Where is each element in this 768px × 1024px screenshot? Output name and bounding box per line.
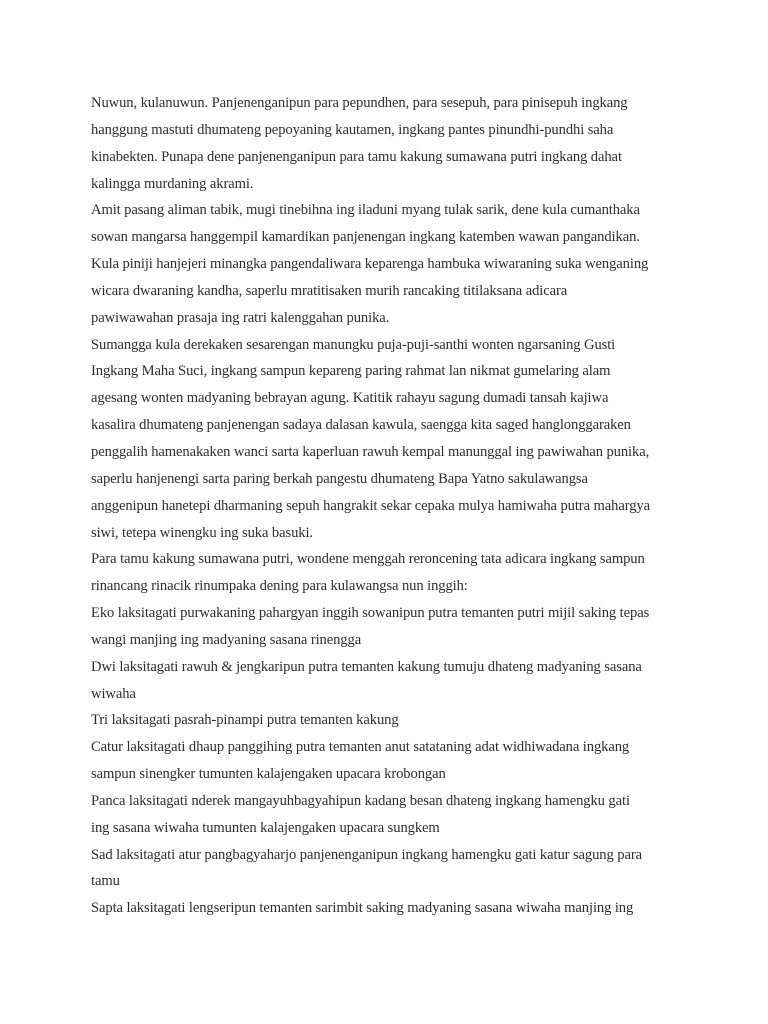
text-line: sampun sinengker tumunten kalajengaken upacara krobongan <box>91 766 446 783</box>
text-line: wicara dwaraning kandha, saperlu mratitisaken murih rancaking titilaksana adicara <box>91 282 568 299</box>
text-line: ing sasana wiwaha tumunten kalajengaken upacara sungkem <box>91 819 440 836</box>
text-line: penggalih hamenakaken wanci sarta kaperluan rawuh kempal manunggal ing pawiwahan punika, <box>91 443 650 460</box>
text-line: Dwi laksitagati rawuh & jengkaripun putra temanten kakung tumuju dhateng madyaning sasana <box>91 658 642 675</box>
text-line: sowan mangarsa hanggempil kamardikan panjenengan ingkang katemben wawan pangandikan. <box>91 229 640 246</box>
text-line: wangi manjing ing madyaning sasana rinengga <box>91 631 362 648</box>
text-line: Sumangga kula derekaken sesarengan manungku puja-puji-santhi wonten ngarsaning Gusti <box>91 336 616 353</box>
text-line: pawiwawahan prasaja ing ratri kalenggahan punika. <box>91 309 390 326</box>
text-line: Tri laksitagati pasrah-pinampi putra temanten kakung <box>91 712 399 729</box>
text-line: agesang wonten madyaning bebrayan agung. Katitik rahayu sagung dumadi tansah kajiwa <box>91 390 609 407</box>
text-line: Sad laksitagati atur pangbagyaharjo panjenenganipun ingkang hamengku gati katur sagung para <box>91 846 642 863</box>
text-line: saperlu hanjenengi sarta paring berkah pangestu dhumateng Bapa Yatno sakulawangsa <box>91 470 588 487</box>
text-line: tamu <box>91 873 120 890</box>
text-line: Kula piniji hanjejeri minangka pangendaliwara keparenga hambuka wiwaraning suka wenganing <box>91 256 649 273</box>
text-line: rinancang rinacik rinumpaka dening para kulawangsa nun inggih: <box>91 578 468 595</box>
text-line: Eko laksitagati purwakaning pahargyan inggih sowanipun putra temanten putri mijil saking tepas <box>91 605 650 622</box>
document-body <box>91 90 691 922</box>
text-line: Catur laksitagati dhaup panggihing putra temanten anut satataning adat widhiwadana ingkang <box>91 739 630 756</box>
text-line: wiwaha <box>91 685 136 702</box>
text-line: Panca laksitagati nderek mangayuhbagyahipun kadang besan dhateng ingkang hamengku gati <box>91 792 630 809</box>
text-line: Nuwun, kulanuwun. Panjenenganipun para pepundhen, para sesepuh, para pinisepuh ingkang <box>91 95 628 111</box>
text-line: kasalira dhumateng panjenengan sadaya dalasan kawula, saengga kita saged hanglonggaraken <box>91 417 631 434</box>
text-line: Sapta laksitagati lengseripun temanten sarimbit saking madyaning sasana wiwaha manjing ing <box>91 900 634 917</box>
text-line: Para tamu kakung sumawana putri, wondene menggah reroncening tata adicara ingkang sampun <box>91 551 645 568</box>
text-line: hanggung mastuti dhumateng pepoyaning kautamen, ingkang pantes pinundhi-pundhi saha <box>91 121 614 138</box>
text-line: Ingkang Maha Suci, ingkang sampun kepareng paring rahmat lan nikmat gumelaring alam <box>91 363 611 380</box>
text-line: siwi, tetepa winengku ing suka basuki. <box>91 524 313 541</box>
text-line: kalingga murdaning akrami. <box>91 175 254 192</box>
text-line: Amit pasang aliman tabik, mugi tinebihna ing iladuni myang tulak sarik, dene kula cumanthaka <box>91 202 640 219</box>
text-line: anggenipun hanetepi dharmaning sepuh hangrakit sekar cepaka mulya hamiwaha putra mahargya <box>91 497 650 514</box>
text-line: kinabekten. Punapa dene panjenenganipun para tamu kakung sumawana putri ingkang dahat <box>91 148 622 165</box>
